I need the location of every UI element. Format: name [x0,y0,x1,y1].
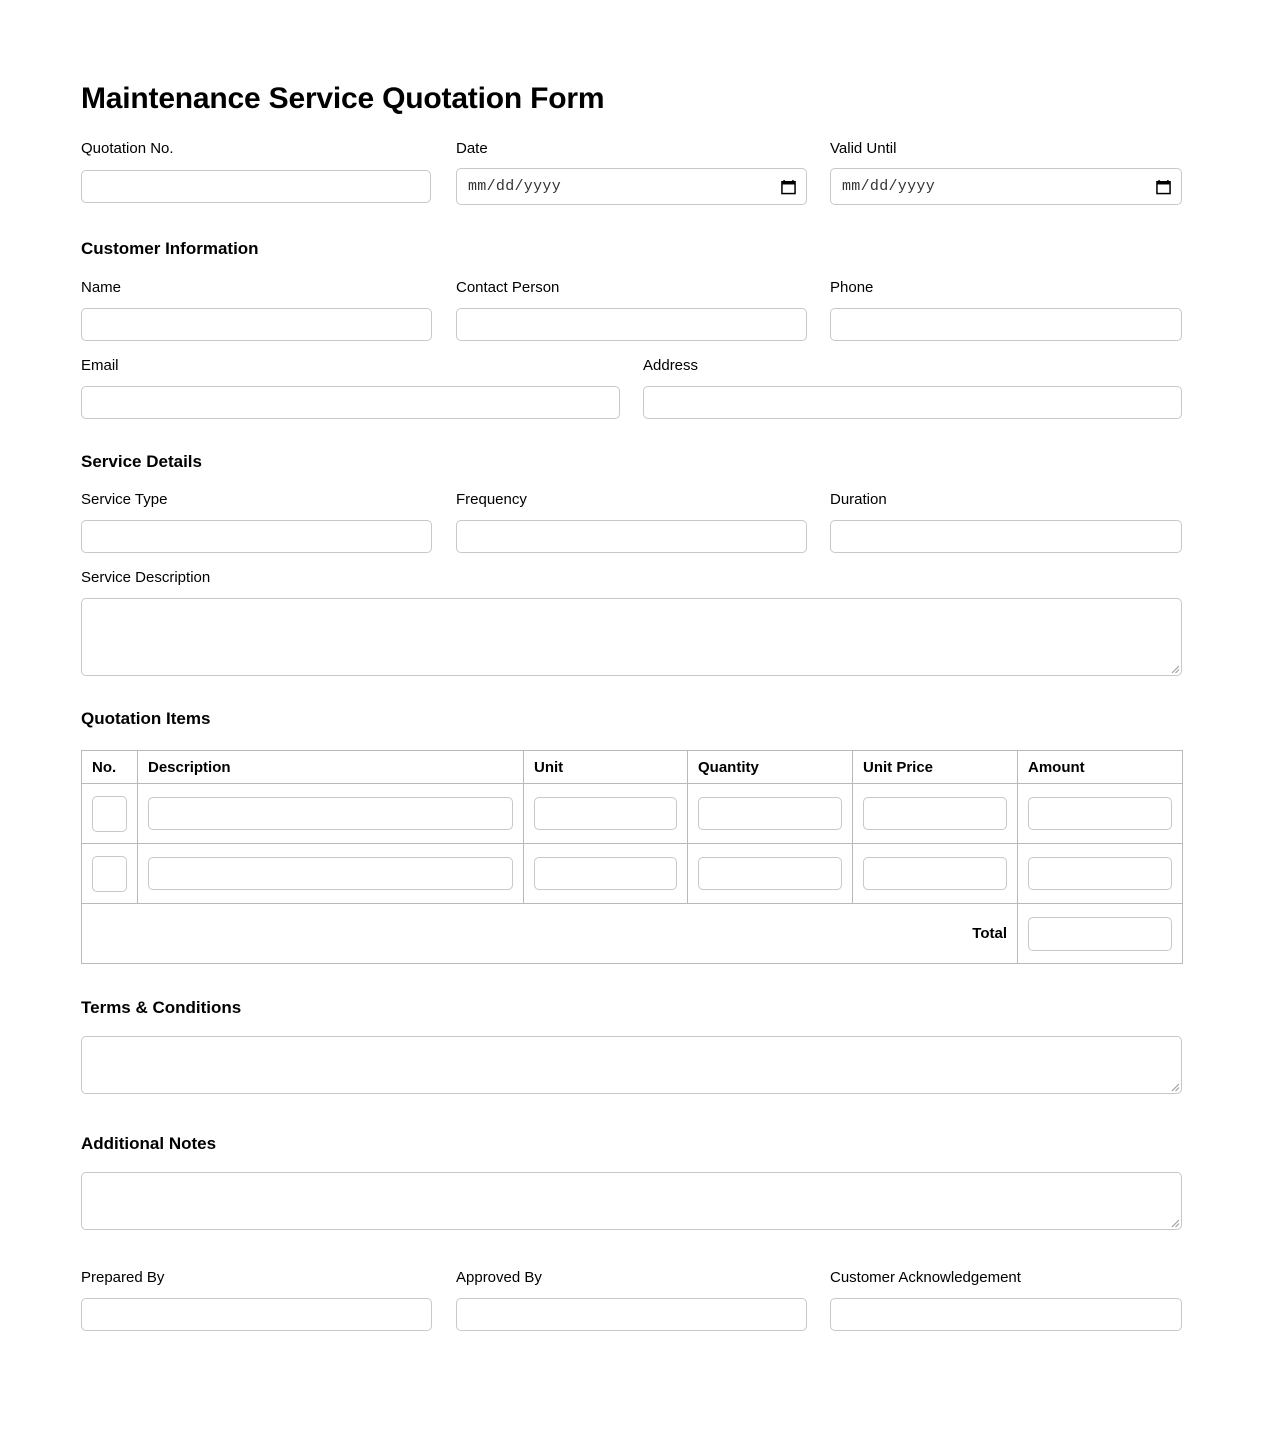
item-quantity-input[interactable] [698,797,842,830]
terms-and-conditions-textarea[interactable] [81,1036,1182,1094]
cell-quantity [688,784,853,844]
cell-amount [1018,784,1183,844]
field-frequency [456,491,807,553]
quotation-no-label: Quotation No. [81,140,174,157]
field-address [643,357,1182,419]
quotation-items-table-wrapper [81,750,1182,964]
cell-unit [524,784,688,844]
total-input[interactable] [1028,917,1172,951]
item-amount-input[interactable] [1028,857,1172,890]
field-name [81,279,432,341]
prepared-by-label: Prepared By [81,1269,165,1286]
contact-person-label: Contact Person [456,279,560,296]
approved-by-input[interactable] [456,1298,807,1331]
calendar-icon[interactable] [1156,179,1171,195]
field-additional-notes [81,1172,1182,1230]
cell-description [138,844,524,904]
table-header-row [82,751,1183,784]
field-terms-and-conditions [81,1036,1182,1094]
cell-unit-price [853,784,1018,844]
quotation-items-table [81,750,1183,964]
field-valid-until [830,140,1182,205]
item-amount-input[interactable] [1028,797,1172,830]
customer-acknowledgement-input[interactable] [830,1298,1182,1331]
contact-person-input[interactable] [456,308,807,341]
section-title-quotation-items: Quotation Items [81,709,211,728]
item-no-input[interactable] [92,796,127,832]
field-quotation-no [81,140,431,203]
column-header-amount: Amount [1018,751,1183,784]
phone-input[interactable] [830,308,1182,341]
address-label: Address [643,357,699,374]
date-label: Date [456,140,488,157]
section-title-customer-information: Customer Information [81,239,259,258]
section-title-terms-and-conditions: Terms & Conditions [81,998,242,1017]
field-approved-by [456,1269,807,1331]
date-input[interactable] [456,168,807,205]
field-prepared-by [81,1269,432,1331]
quotation-no-input[interactable] [81,170,431,203]
field-service-type [81,491,432,553]
email-input[interactable] [81,386,620,419]
service-type-input[interactable] [81,520,432,553]
column-header-unit-price: Unit Price [853,751,1018,784]
valid-until-placeholder-text: mm/dd/yyyy [842,178,936,195]
valid-until-input[interactable] [830,168,1182,205]
item-unit-input[interactable] [534,857,677,890]
cell-no [82,784,138,844]
cell-no [82,844,138,904]
service-description-label: Service Description [81,569,211,586]
cell-quantity [688,844,853,904]
valid-until-label: Valid Until [830,140,897,157]
field-duration [830,491,1182,553]
address-input[interactable] [643,386,1182,419]
table-total-row [82,904,1183,964]
column-header-unit: Unit [524,751,688,784]
frequency-input[interactable] [456,520,807,553]
prepared-by-input[interactable] [81,1298,432,1331]
item-unit-price-input[interactable] [863,857,1007,890]
page-title: Maintenance Service Quotation Form [81,82,605,115]
section-title-additional-notes: Additional Notes [81,1134,217,1153]
service-description-textarea[interactable] [81,598,1182,676]
total-label: Total [82,904,1018,964]
cell-description [138,784,524,844]
item-unit-input[interactable] [534,797,677,830]
customer-acknowledgement-label: Customer Acknowledgement [830,1269,1021,1286]
item-quantity-input[interactable] [698,857,842,890]
item-no-input[interactable] [92,856,127,892]
cell-total [1018,904,1183,964]
frequency-label: Frequency [456,491,527,508]
duration-label: Duration [830,491,887,508]
duration-input[interactable] [830,520,1182,553]
item-description-input[interactable] [148,857,513,890]
additional-notes-textarea[interactable] [81,1172,1182,1230]
field-email [81,357,620,419]
service-type-label: Service Type [81,491,168,508]
column-header-description: Description [138,751,524,784]
name-label: Name [81,279,122,296]
section-title-service-details: Service Details [81,452,202,471]
field-phone [830,279,1182,341]
name-input[interactable] [81,308,432,341]
item-description-input[interactable] [148,797,513,830]
calendar-icon[interactable] [781,179,796,195]
field-customer-acknowledgement [830,1269,1182,1331]
date-placeholder-text: mm/dd/yyyy [468,178,562,195]
column-header-quantity: Quantity [688,751,853,784]
cell-unit [524,844,688,904]
approved-by-label: Approved By [456,1269,542,1286]
cell-unit-price [853,844,1018,904]
item-unit-price-input[interactable] [863,797,1007,830]
field-date [456,140,807,205]
field-service-description [81,569,1182,676]
table-row [82,784,1183,844]
cell-amount [1018,844,1183,904]
email-label: Email [81,357,119,374]
column-header-no: No. [82,751,138,784]
field-contact-person [456,279,807,341]
phone-label: Phone [830,279,874,296]
table-row [82,844,1183,904]
